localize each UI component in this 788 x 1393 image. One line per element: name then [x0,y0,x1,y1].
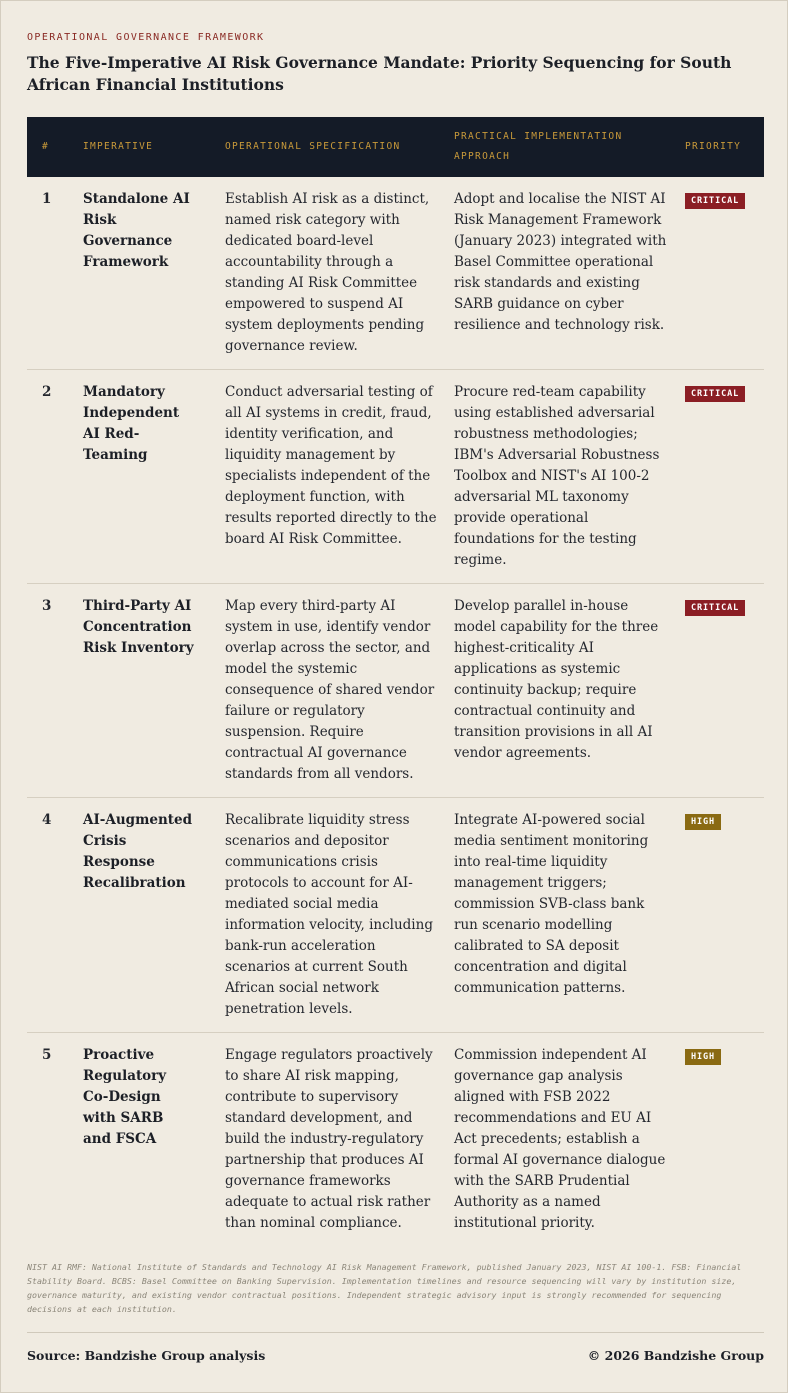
row-approach: Adopt and localise the NIST AI Risk Management Framework (January 2023) integrated with Basel Committee operational risk standards and existing SARB guidance on cyber resilience and technology risk. [454,177,685,370]
priority-badge: CRITICAL [685,600,745,616]
priority-badge: CRITICAL [685,193,745,209]
table-row [27,798,764,1033]
table-row [27,177,764,370]
row-specification: Engage regulators proactively to share AI risk mapping, contribute to supervisory standard development, and build the industry-regulatory partnership that produces AI governance frameworks adequate to actual risk rather than nominal compliance. [225,1047,433,1231]
footnotes: NIST AI RMF: National Institute of Standards and Technology AI Risk Management Framework, published January 2023, NIST AI 100-1. FSB: Financial Stability Board. BCBS: Basel Committee on Banking Supervision. Implementation timelines and resource sequencing will vary by institution size, governance maturity, and existing vendor contractual positions. Independent strategic advisory input is strongly recommended for sequencing decisions at each institution. [27,1262,742,1314]
table-header-row [27,117,764,177]
row-number: 5 [42,1047,52,1063]
row-priority-cell [685,370,764,584]
source-label: Source: Bandzishe Group analysis [27,1348,266,1363]
row-imperative: Standalone AI Risk Governance Framework [83,177,225,370]
table-row [27,584,764,798]
row-specification: Establish AI risk as a distinct, named risk category with dedicated board-level accountability through a standing AI Risk Committee empowered to suspend AI system deployments pending governance review. [225,177,454,370]
eyebrow-label: OPERATIONAL GOVERNANCE FRAMEWORK [27,32,265,43]
row-number: 2 [27,370,83,584]
row-priority-cell [685,177,764,370]
copyright-label: © 2026 Bandzishe Group [587,1348,764,1363]
row-approach: Procure red-team capability using established adversarial robustness methodologies; IBM's Adversarial Robustness Toolbox and NIST's AI 100-2 adversarial ML taxonomy provide operational foundations for the testing regime. [454,370,685,584]
row-imperative: Proactive Regulatory Co-Design with SARB and FSCA [83,1047,167,1147]
row-specification: Recalibrate liquidity stress scenarios and depositor communications crisis protocols to account for AI-mediated social media information velocity, including bank-run acceleration scenarios at current South African social network penetration levels. [225,798,454,1033]
table-row [27,370,764,584]
column-header-num: # [42,141,50,152]
priority-badge: HIGH [685,1049,721,1065]
imperatives-table [27,117,764,1246]
table-row [27,1033,764,1247]
row-number: 1 [27,177,83,370]
row-priority-cell [685,584,764,798]
row-number: 3 [27,584,83,798]
priority-badge: HIGH [685,814,721,830]
priority-badge: CRITICAL [685,386,745,402]
row-approach: Commission independent AI governance gap analysis aligned with FSB 2022 recommendations and EU AI Act precedents; establish a formal AI governance dialogue with the SARB Prudential Authority as a named institutional priority. [454,1047,666,1231]
row-approach: Integrate AI-powered social media sentiment monitoring into real-time liquidity management triggers; commission SVB-class bank run scenario modelling calibrated to SA deposit concentration and digital communication patterns. [454,798,685,1033]
column-header-imperative: IMPERATIVE [83,141,154,152]
column-header-approach: PRACTICAL IMPLEMENTATION APPROACH [454,131,623,162]
row-priority-cell [685,1033,764,1247]
row-priority-cell [685,798,764,1033]
row-approach: Develop parallel in-house model capability for the three highest-criticality AI applications as systemic continuity backup; require contractual continuity and transition provisions in all AI vendor agreements. [454,584,685,798]
row-imperative: AI-Augmented Crisis Response Recalibration [83,798,225,1033]
column-header-specification: OPERATIONAL SPECIFICATION [225,141,401,152]
row-imperative: Third-Party AI Concentration Risk Inventory [83,584,225,798]
row-specification: Map every third-party AI system in use, identify vendor overlap across the sector, and model the systemic consequence of shared vendor failure or regulatory suspension. Require contractual AI governance standards from all vendors. [225,584,454,798]
page-title: The Five-Imperative AI Risk Governance Mandate: Priority Sequencing for South African Financial Institutions [27,53,732,94]
row-imperative: Mandatory Independent AI Red-Teaming [83,370,225,584]
row-specification: Conduct adversarial testing of all AI systems in credit, fraud, identity verification, and liquidity management by specialists independent of the deployment function, with results reported directly to the board AI Risk Committee. [225,370,454,584]
column-header-priority: PRIORITY [685,141,742,152]
row-number: 4 [27,798,83,1033]
footer-divider [27,1332,764,1333]
